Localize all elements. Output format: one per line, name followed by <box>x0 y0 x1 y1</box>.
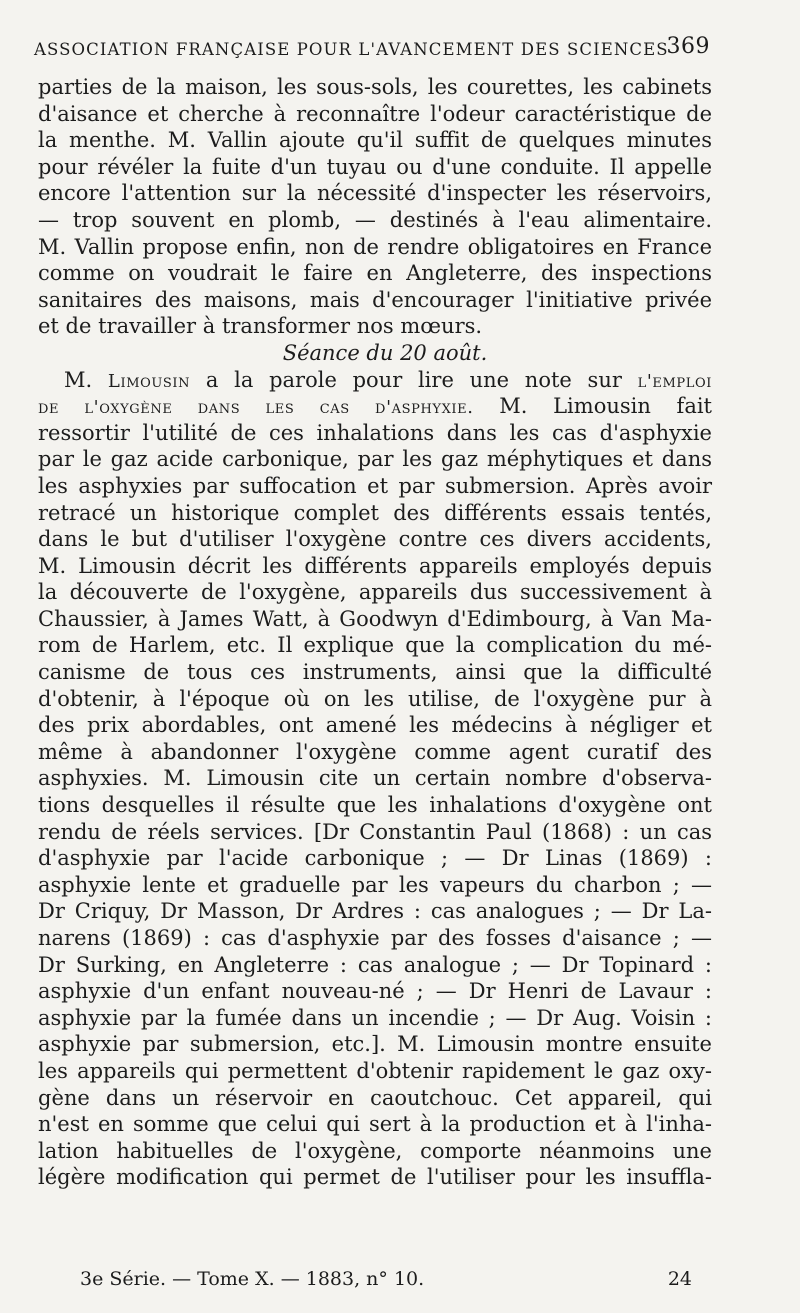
text-line: asphyxie d'un enfant nouveau-né ; — Dr Henri de Lavaur : <box>38 979 712 1004</box>
text-line: les appareils qui permettent d'obtenir rapidement le gaz oxy- <box>38 1058 712 1083</box>
text-run: M. Limousin fait <box>473 394 712 419</box>
text-line: asphyxie lente et graduelle par les vapeurs du charbon ; — <box>38 872 712 897</box>
text-line: tions desquelles il résulte que les inhalations d'oxygène ont <box>38 793 712 818</box>
text-line: la menthe. M. Vallin ajoute qu'il suffit de quelques minutes <box>38 128 712 153</box>
text-line: Dr Criquy, Dr Masson, Dr Ardres : cas analogues ; — Dr La- <box>38 899 712 924</box>
session-heading: Séance du 20 août. <box>282 340 488 365</box>
series-volume-info: 3e Série. — Tome X. — 1883, n° 10. <box>80 1268 425 1290</box>
text-line: des prix abordables, ont amené les médecins à négliger et <box>38 713 712 738</box>
text-line: lation habituelles de l'oxygène, comporte néanmoins une <box>38 1138 712 1163</box>
text-line: M. Limousin décrit les différents appareils employés depuis <box>38 553 712 578</box>
text-line: rendu de réels services. [Dr Constantin Paul (1868) : un cas <box>38 819 712 844</box>
text-run: a la parole pour lire une note sur <box>190 367 638 392</box>
text-line: Dr Surking, en Angleterre : cas analogue ; — Dr Topinard : <box>38 952 712 977</box>
text-line: d'asphyxie par l'acide carbonique ; — Dr Linas (1869) : <box>38 846 712 871</box>
text-line: ressortir l'utilité de ces inhalations dans les cas d'asphyxie <box>38 420 712 445</box>
text-line: comme on voudrait le faire en Angleterre, des inspections <box>38 261 712 286</box>
text-line: d'aisance et cherche à reconnaître l'odeur caractéristique de <box>38 101 712 126</box>
note-title-end: de l'oxygène dans les cas d'asphyxie. <box>38 397 474 419</box>
page-number: 369 <box>666 34 710 59</box>
text-line: asphyxie par submersion, etc.]. M. Limousin montre ensuite <box>38 1032 712 1057</box>
text-line: parties de la maison, les sous-sols, les courettes, les cabinets <box>38 75 712 99</box>
signature-mark: 24 <box>667 1268 692 1290</box>
paragraph-opening-line <box>38 367 712 394</box>
text-line: — trop souvent en plomb, — destinés à l'eau alimentaire. <box>38 207 712 232</box>
note-title-start: l'emploi <box>637 370 712 392</box>
text-line: encore l'attention sur la nécessité d'inspecter les réservoirs, <box>38 181 712 206</box>
text-line: asphyxie par la fumée dans un incendie ; — Dr Aug. Voisin : <box>38 1005 712 1030</box>
text-line: les asphyxies par suffocation et par submersion. Après avoir <box>38 473 712 498</box>
text-line: pour révéler la fuite d'un tuyau ou d'une conduite. Il appelle <box>38 154 712 179</box>
text-line: dans le but d'utiliser l'oxygène contre ces divers accidents, <box>38 527 712 552</box>
text-line: rom de Harlem, etc. Il explique que la complication du mé- <box>38 633 712 658</box>
text-line: et de travailler à transformer nos mœurs. <box>38 314 483 339</box>
page-body <box>38 74 712 1191</box>
text-line: même à abandonner l'oxygène comme agent curatif des <box>38 739 712 764</box>
text-line: asphyxies. M. Limousin cite un certain nombre d'observa- <box>38 766 712 791</box>
text-line: M. Vallin propose enfin, non de rendre obligatoires en France <box>38 234 712 259</box>
text-line: légère modification qui permet de l'utiliser pour les insuffla- <box>38 1165 712 1190</box>
text-line: par le gaz acide carbonique, par les gaz méphytiques et dans <box>38 447 712 472</box>
running-header <box>34 34 710 60</box>
text-line: d'obtenir, à l'époque où on les utilise, de l'oxygène pur à <box>38 686 712 711</box>
text-run: M. <box>64 367 108 392</box>
text-line: gène dans un réservoir en caoutchouc. Cet appareil, qui <box>38 1085 712 1110</box>
text-line: n'est en somme que celui qui sert à la production et à l'inha- <box>38 1112 712 1137</box>
text-line: la découverte de l'oxygène, appareils dus successivement à <box>38 580 712 605</box>
text-line: canisme de tous ces instruments, ainsi que la difficulté <box>38 660 712 685</box>
paragraph-second-line <box>38 393 712 420</box>
text-line: Chaussier, à James Watt, à Goodwyn d'Edimbourg, à Van Ma- <box>38 606 712 631</box>
running-title: ASSOCIATION FRANÇAISE POUR L'AVANCEMENT DES SCIENCES <box>34 40 669 59</box>
author-name: Limousin <box>107 370 191 392</box>
text-line: sanitaires des maisons, mais d'encourager l'initiative privée <box>38 287 712 312</box>
text-line: narens (1869) : cas d'asphyxie par des fosses d'aisance ; — <box>38 926 712 950</box>
text-line: retracé un historique complet des différents essais tentés, <box>38 500 712 525</box>
